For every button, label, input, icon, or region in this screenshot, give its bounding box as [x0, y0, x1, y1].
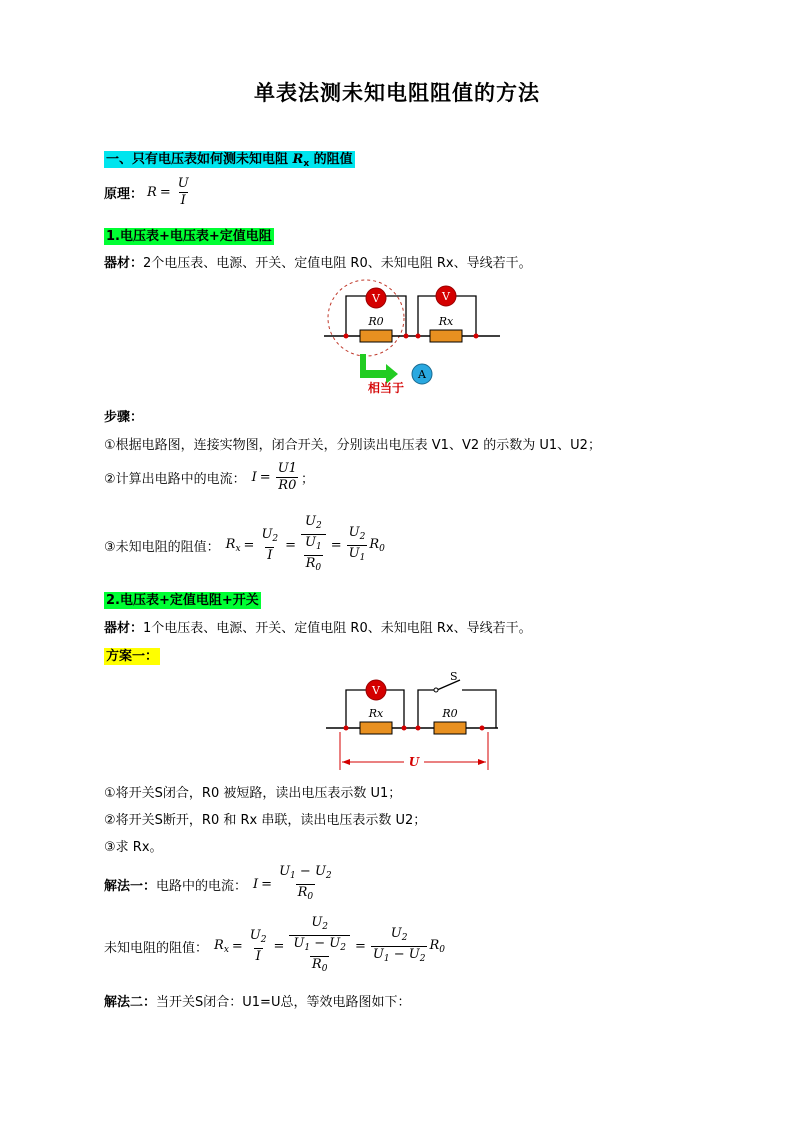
resistor-rx	[430, 330, 462, 342]
circuit-figure-2	[322, 668, 502, 776]
svg-text:V: V	[372, 684, 380, 697]
step-1: ①根据电路图，连接实物图，闭合开关，分别读出电压表 V1、V2 的示数为 U1、U2；	[104, 438, 601, 453]
svg-text:U: U	[408, 755, 420, 769]
plan1-step-1: ①将开关S闭合，R0 被短路，读出电压表示数 U1；	[104, 786, 402, 801]
page-title: 单表法测未知电阻阻值的方法	[254, 81, 540, 105]
svg-text:S: S	[450, 670, 458, 683]
arrow-icon	[360, 354, 398, 384]
plan-1-label: 方案一：	[106, 649, 159, 664]
step-3: ③未知电阻的阻值： $R_x$ = $\frac{U_2}{I}$ = $\frac{U_2}{\frac{U_1}{R_0}}$ = $\frac{U_2}{U_1}$ $R_0$	[104, 514, 385, 576]
svg-text:R0: R0	[368, 315, 384, 328]
svg-text:A: A	[418, 368, 426, 381]
principle-line: 原理： R = $\frac{U}{I}$	[104, 176, 189, 208]
svg-text:相当于: 相当于	[367, 381, 405, 395]
part2-equipment: 器材：1个电压表、电源、开关、定值电阻 R0、未知电阻 Rx、导线若干。	[104, 621, 532, 636]
plan1-step-2: ②将开关S断开，R0 和 Rx 串联，读出电压表示数 U2；	[104, 813, 427, 828]
solution-1-current: 解法一： 电路中的电流： I = $\frac{U_1 - U_2}{R_0}$	[104, 864, 336, 905]
plan1-step-3: ③求 Rx。	[104, 840, 163, 855]
svg-text:R0: R0	[442, 707, 458, 720]
solution-1-rx: 未知电阻的阻值： $R_x$ = $\frac{U_2}{I}$ = $\frac{U_2}{\frac{U_1 - U_2}{R_0}}$ = $\frac{U_2}{U_1 - U_2}$ $R_0$	[104, 915, 445, 977]
part1-heading: 1.电压表+电压表+定值电阻	[106, 229, 272, 244]
svg-text:V: V	[372, 292, 380, 305]
circuit-figure-1	[322, 278, 502, 398]
solution-2: 解法二：当开关S闭合：U1=U总，等效电路图如下：	[104, 995, 411, 1010]
section1-heading: 一、只有电压表如何测未知电阻 $R_x$ 的阻值	[106, 152, 353, 169]
part2-heading: 2.电压表+定值电阻+开关	[106, 593, 259, 608]
resistor-r0	[360, 330, 392, 342]
svg-text:Rx: Rx	[368, 707, 384, 720]
step-2: ②计算出电路中的电流： I = $\frac{U1}{R0}$ ；	[104, 461, 314, 493]
part1-equipment: 器材：2个电压表、电源、开关、定值电阻 R0、未知电阻 Rx、导线若干。	[104, 256, 532, 271]
steps-label: 步骤：	[104, 410, 144, 425]
svg-text:V: V	[442, 290, 450, 303]
resistor-rx	[360, 722, 392, 734]
svg-text:Rx: Rx	[438, 315, 454, 328]
resistor-r0	[434, 722, 466, 734]
